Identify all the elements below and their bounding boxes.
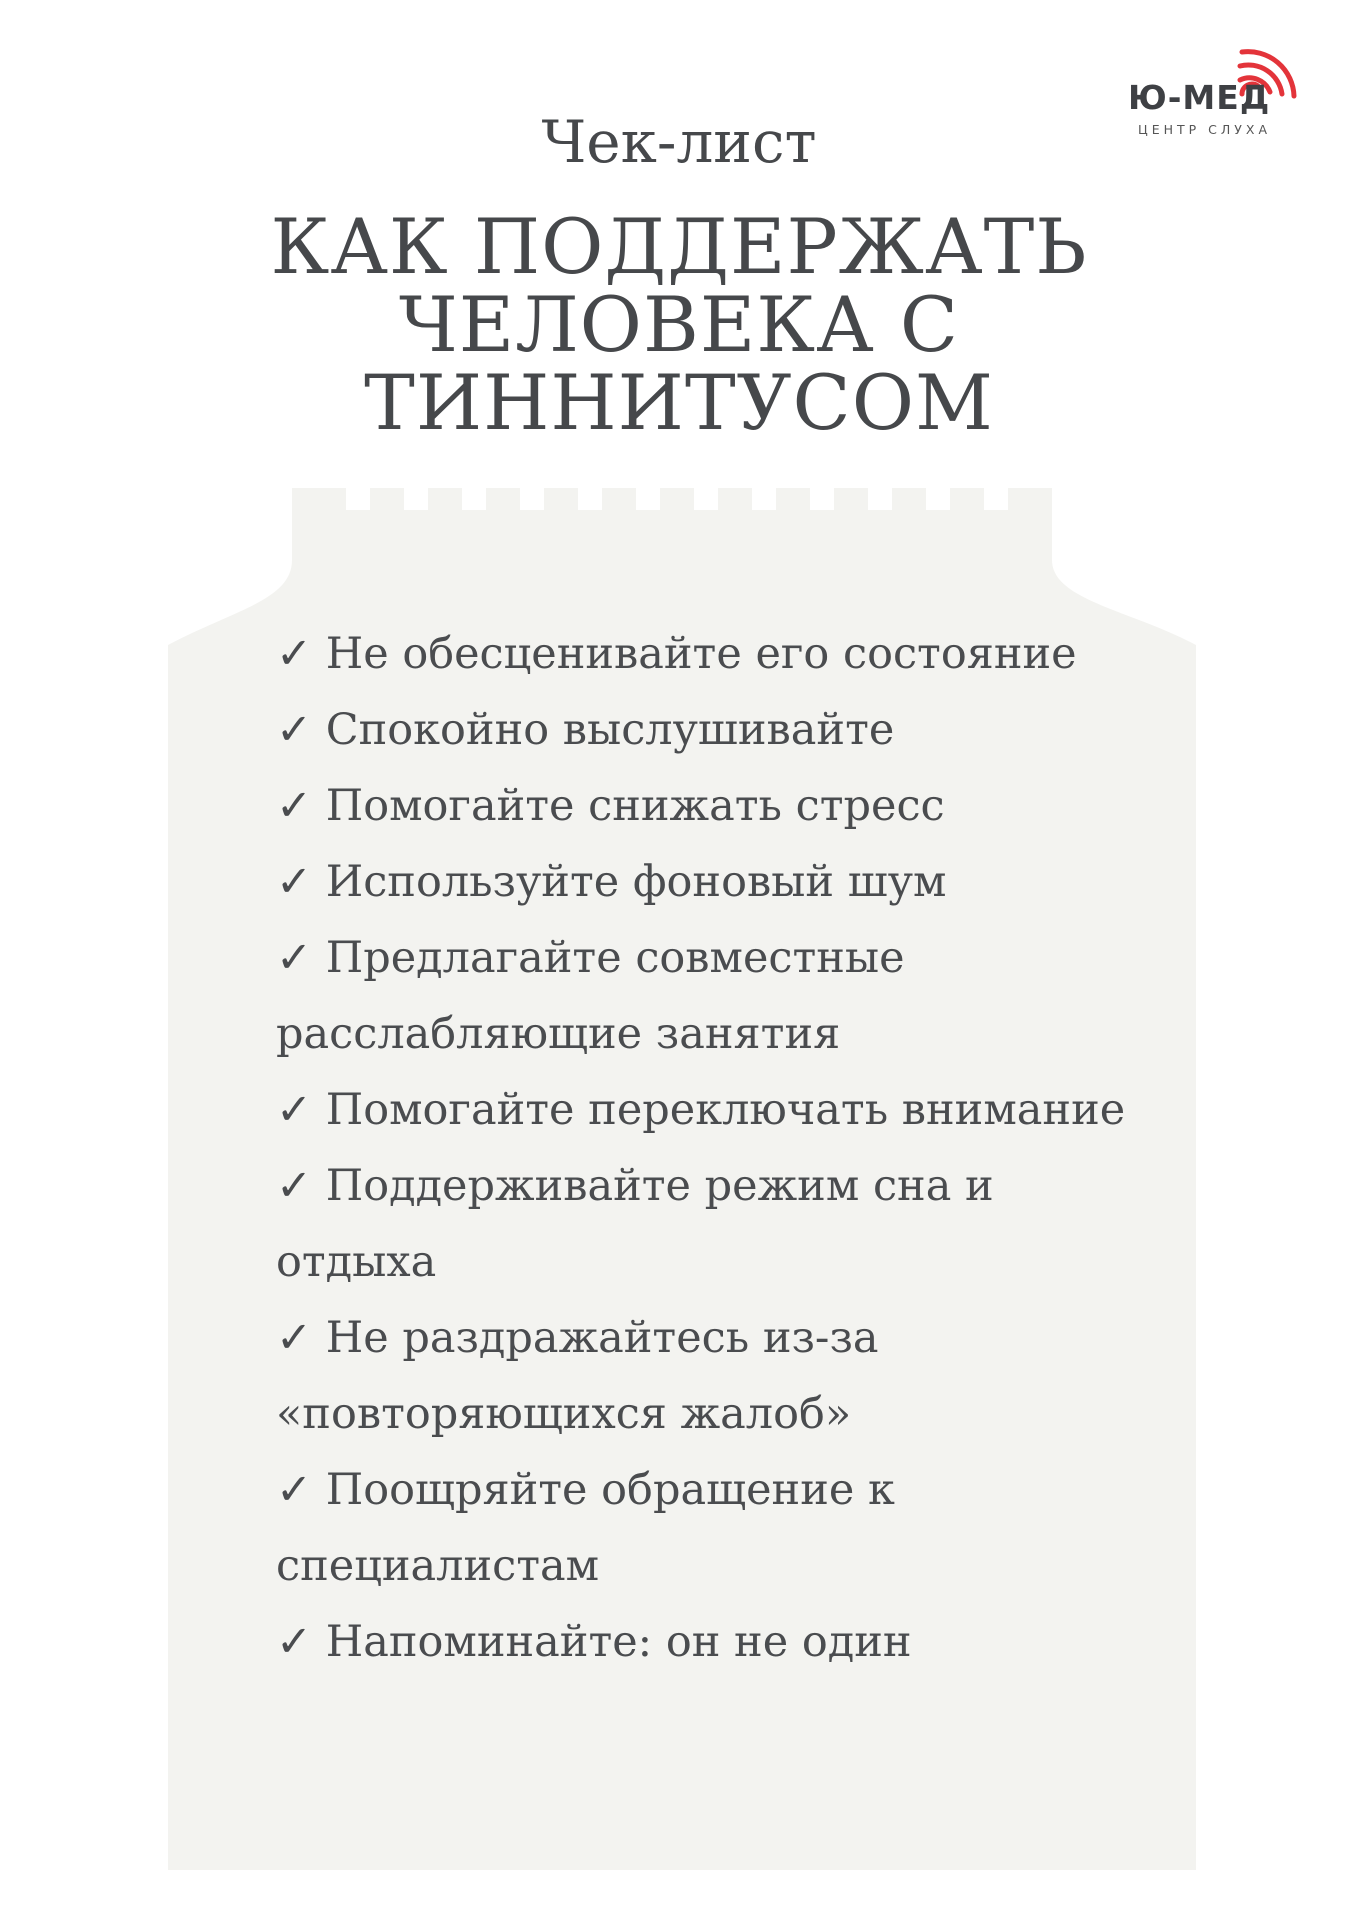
checklist-item-text: Предлагайте совместные расслабляющие занятия [276,933,905,1059]
checklist-item-text: Помогайте переключать внимание [325,1085,1126,1135]
check-mark-icon: ✓ [276,1617,313,1667]
checklist-item-text: Не раздражайтесь из-за «повторяющихся жалоб» [276,1313,879,1439]
checklist-item-text: Поддерживайте режим сна и отдыха [276,1161,994,1287]
checklist-item [276,692,1136,768]
check-mark-icon: ✓ [276,629,313,679]
check-mark-icon: ✓ [276,933,313,983]
title-line: КАК ПОДДЕРЖАТЬ [270,202,1088,291]
checklist-item [276,1604,1136,1680]
checklist-item [276,1148,1136,1300]
checklist-item [276,616,1136,692]
check-mark-icon: ✓ [276,1465,313,1515]
check-mark-icon: ✓ [276,781,313,831]
logo-subtitle: ЦЕНТР СЛУХА [1138,122,1272,137]
checklist-item-text: Спокойно выслушивайте [325,705,895,755]
checklist-item-text: Используйте фоновый шум [325,857,947,907]
checklist-item [276,1452,1136,1604]
checklist-item-text: Поощряйте обращение к специалистам [276,1465,895,1591]
checklist-item-text: Напоминайте: он не один [325,1617,912,1667]
page-subtitle: Чек-лист [541,108,817,176]
check-mark-icon: ✓ [276,857,313,907]
logo-name: Ю-МЕД [1128,78,1271,117]
checklist-item [276,920,1136,1072]
check-mark-icon: ✓ [276,1161,313,1211]
check-mark-icon: ✓ [276,705,313,755]
checklist-item [276,768,1136,844]
page-title [0,202,1358,447]
check-mark-icon: ✓ [276,1085,313,1135]
checklist-item-text: Помогайте снижать стресс [325,781,945,831]
checklist-item [276,844,1136,920]
title-line: ЧЕЛОВЕКА С [399,280,959,369]
checklist [276,616,1136,1680]
checklist-item [276,1300,1136,1452]
checklist-item-text: Не обесценивайте его состояние [325,629,1077,679]
title-line: ТИННИТУСОМ [364,358,994,447]
check-mark-icon: ✓ [276,1313,313,1363]
checklist-item [276,1072,1136,1148]
